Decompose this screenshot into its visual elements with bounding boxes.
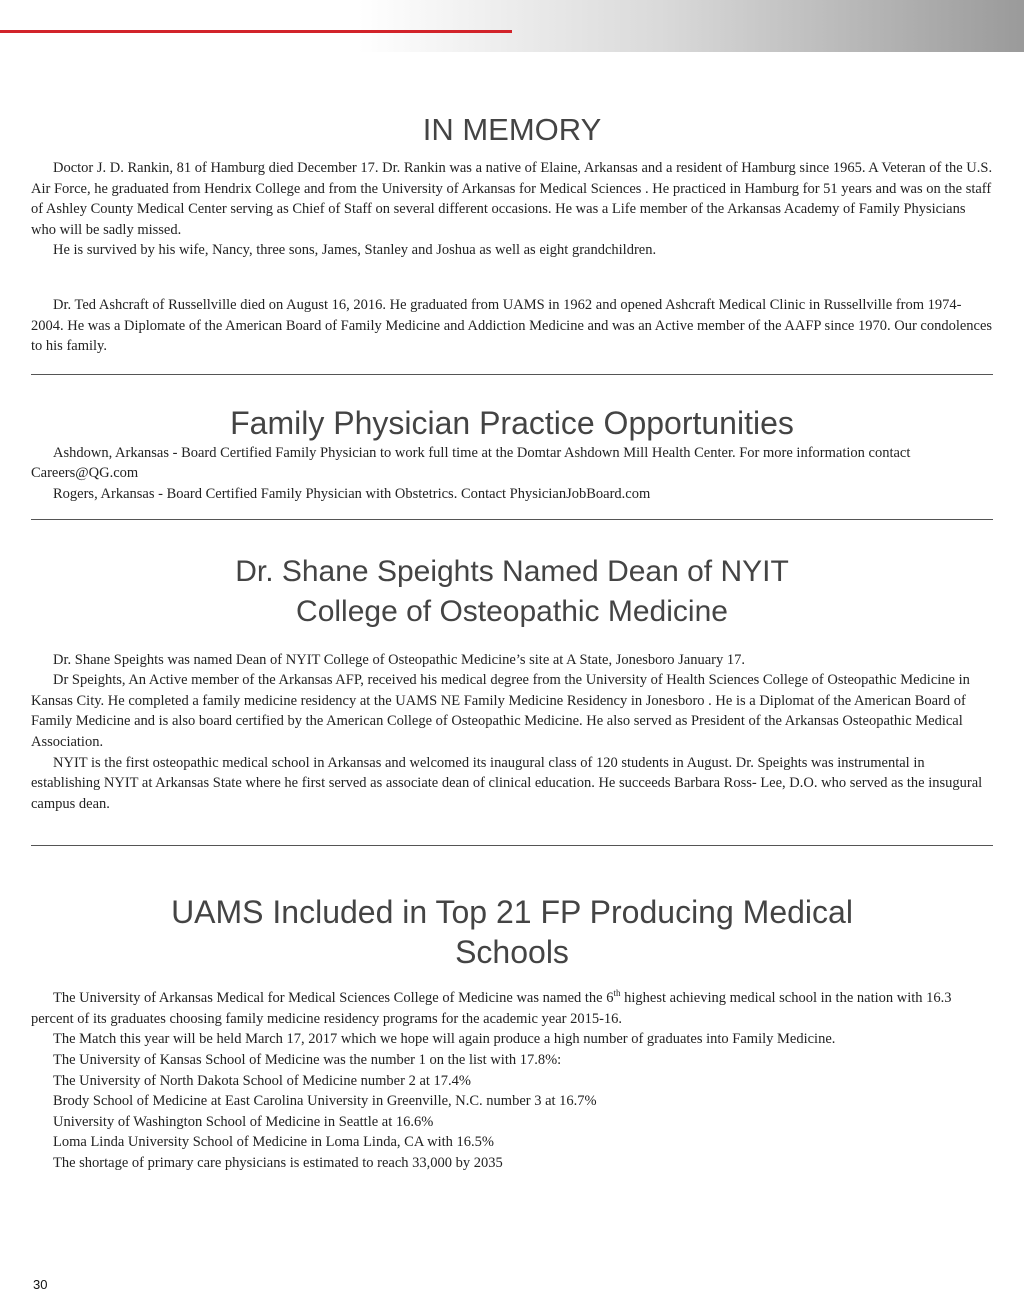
ranking-item-3: Brody School of Medicine at East Carolina University in Greenville, N.C. number 3 at 16.7% (53, 1093, 597, 1110)
dean-heading-line2: College of Osteopathic Medicine (296, 594, 728, 628)
ordinal-suffix: th (613, 988, 621, 999)
uams-paragraph-1 (31, 988, 993, 1029)
in-memory-heading: IN MEMORY (422, 112, 602, 147)
ashcraft-paragraph: Dr. Ted Ashcraft of Russellville died on August 16, 2016. He graduated from UAMS in 1962 and opened Ashcraft Medical Clinic in Russellville from 1974-2004. He was a Diplomate of the American Board of Family Medicine and Addiction Medicine and was an Active member of the AAFP since 1970. Our condolences to his family. (31, 296, 993, 355)
in-memory-section (31, 110, 993, 357)
dean-paragraph-3: NYIT is the first osteopathic medical school in Arkansas and welcomed its inaugural class of 120 students in August. Dr. Speights was instrumental in establishing NYIT at Arkansas State where he first served as associate dean of clinical education. He succeeds Barbara Ross- Lee, D.O. who served as the insugural campus dean. (31, 754, 983, 812)
uams-section (31, 892, 993, 1173)
uams-heading-line1: UAMS Included in Top 21 FP Producing Medical (171, 894, 853, 931)
section-divider (31, 845, 993, 846)
page-content (31, 110, 993, 1174)
dean-paragraph-2: Dr Speights, An Active member of the Arkansas AFP, received his medical degree from the University of Health Sciences College of Osteopathic Medicine in Kansas City. He completed a family medicine residency at the UAMS NE Family Medicine Residency in Jonesboro . He is a Diplomat of the American Board of Family Medicine and is also board certified by the American College of Osteopathic Medicine. He also served as President of the Arkansas Osteopathic Medical Association. (31, 672, 970, 750)
section-divider (31, 374, 993, 375)
uams-p1-text-a: The University of Arkansas Medical for Medical Sciences College of Medicine was named the 6 (53, 990, 614, 1007)
opportunities-section (31, 403, 993, 505)
dean-section (31, 552, 993, 815)
uams-p1-text-b: highest achieving medical school in the nation with 16.3 percent of its graduates choosing family medicine residency programs for the academic year 2015-16. (31, 990, 952, 1027)
ranking-item-2: The University of North Dakota School of Medicine number 2 at 17.4% (53, 1072, 471, 1089)
opportunities-heading: Family Physician Practice Opportunities (230, 404, 794, 441)
uams-paragraph-2: The Match this year will be held March 17, 2017 which we hope will again produce a high number of graduates into Family Medicine. (53, 1031, 836, 1048)
uams-heading-line2: Schools (455, 934, 569, 971)
dean-paragraph-1: Dr. Shane Speights was named Dean of NYIT College of Osteopathic Medicine’s site at A State, Jonesboro January 17. (53, 651, 745, 668)
header-red-rule (0, 30, 512, 33)
rankin-paragraph: Doctor J. D. Rankin, 81 of Hamburg died December 17. Dr. Rankin was a native of Elaine, Arkansas and a resident of Hamburg since 1965. A Veteran of the U.S. Air Force, he graduated from Hendrix College and from the University of Arkansas for Medical Sciences . He practiced in Hamburg for 51 years and was on the staff of Ashley County Medical Center serving as Chief of Staff on several different occasions. He was a Life member of the Arkansas Academy of Family Physicians who will be sadly missed. (31, 160, 993, 238)
rogers-opportunity: Rogers, Arkansas - Board Certified Family Physician with Obstetrics. Contact PhysicianJobBoard.com (53, 485, 651, 502)
page-number: 30 (33, 1277, 48, 1292)
dean-heading-line1: Dr. Shane Speights Named Dean of NYIT (235, 554, 789, 588)
section-divider (31, 519, 993, 520)
shortage-note: The shortage of primary care physicians is estimated to reach 33,000 by 2035 (53, 1155, 503, 1172)
rankin-survivors-paragraph: He is survived by his wife, Nancy, three sons, James, Stanley and Joshua as well as eight grandchildren. (53, 242, 657, 259)
ranking-item-5: Loma Linda University School of Medicine in Loma Linda, CA with 16.5% (53, 1134, 494, 1151)
ranking-item-1: The University of Kansas School of Medicine was the number 1 on the list with 17.8%: (53, 1052, 562, 1069)
header-gradient-bar (0, 0, 1024, 52)
ranking-item-4: University of Washington School of Medicine in Seattle at 16.6% (53, 1113, 434, 1130)
ashdown-opportunity: Ashdown, Arkansas - Board Certified Family Physician to work full time at the Domtar Ashdown Mill Health Center. For more information contact Careers@QG.com (31, 444, 911, 482)
